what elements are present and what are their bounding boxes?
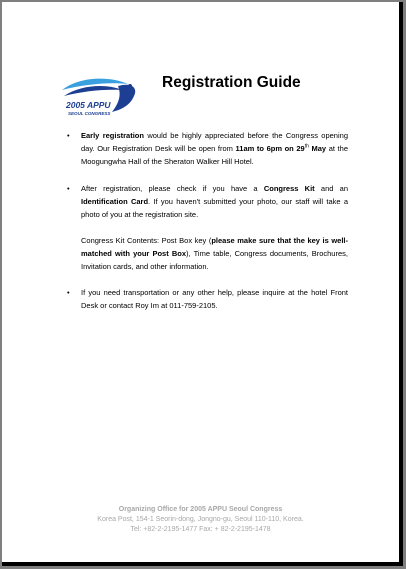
text-run: at the Moogungwha Hall of the Sheraton Walker Hill Hotel. xyxy=(81,144,348,166)
kit-contents-paragraph xyxy=(66,234,348,273)
text-run: . If you haven't submitted your photo, our staff will take a photo of you at the registration site. xyxy=(81,197,349,219)
bullet-item-congress-kit xyxy=(66,182,348,221)
document-body xyxy=(66,129,348,312)
text-run: ), Time table, Congress documents, Brochures, Invitation cards, and other information. xyxy=(81,249,348,271)
kit-contents-text xyxy=(81,236,348,271)
footer-contact: Tel: +82-2-2195-1477 Fax: + 82-2-2195-1478 xyxy=(130,526,271,533)
text-run: and an xyxy=(314,184,348,193)
bullet-item-transportation xyxy=(66,286,348,312)
bold-text: Identification Card xyxy=(81,197,149,206)
bullet-icon: • xyxy=(67,184,70,193)
text-run: After registration, please check if you have a xyxy=(81,184,264,193)
bold-text: Early registration xyxy=(81,131,144,140)
page-title: Registration Guide xyxy=(162,74,301,91)
item-text xyxy=(81,131,348,166)
item-text xyxy=(81,288,348,310)
item-text xyxy=(81,184,348,219)
page-footer xyxy=(2,505,399,535)
footer-address: Korea Post, 154-1 Seorin-dong, Jongno-gu, Seoul 110-110, Korea. xyxy=(97,516,304,523)
bold-text: May xyxy=(308,144,327,153)
congress-logo xyxy=(60,72,140,120)
bullet-item-registration xyxy=(66,129,348,168)
text-run: would be highly appreciated before the Congress opening day. Our Registration Desk will be open from xyxy=(81,131,348,153)
footer-org: Organizing Office for 2005 APPU Seoul Congress xyxy=(118,506,283,513)
bold-text: please make sure that the key is well-matched with your Post Box xyxy=(81,236,348,258)
superscript-text: th xyxy=(304,143,309,150)
bullet-icon: • xyxy=(67,131,70,140)
bold-text: Congress Kit xyxy=(263,184,315,193)
text-run: Congress Kit Contents: Post Box key ( xyxy=(81,236,212,245)
logo-text-main: 2005 APPU xyxy=(66,100,111,110)
text-run: If you need transportation or any other help, please inquire at the hotel Front Desk or contact Roy Im at 011-759-2105. xyxy=(81,288,348,310)
bold-text: 11am to 6pm on 29 xyxy=(235,144,305,153)
bullet-icon: • xyxy=(67,288,70,297)
document-page xyxy=(2,2,403,566)
logo-text-sub: SEOUL CONGRESS xyxy=(68,111,111,116)
